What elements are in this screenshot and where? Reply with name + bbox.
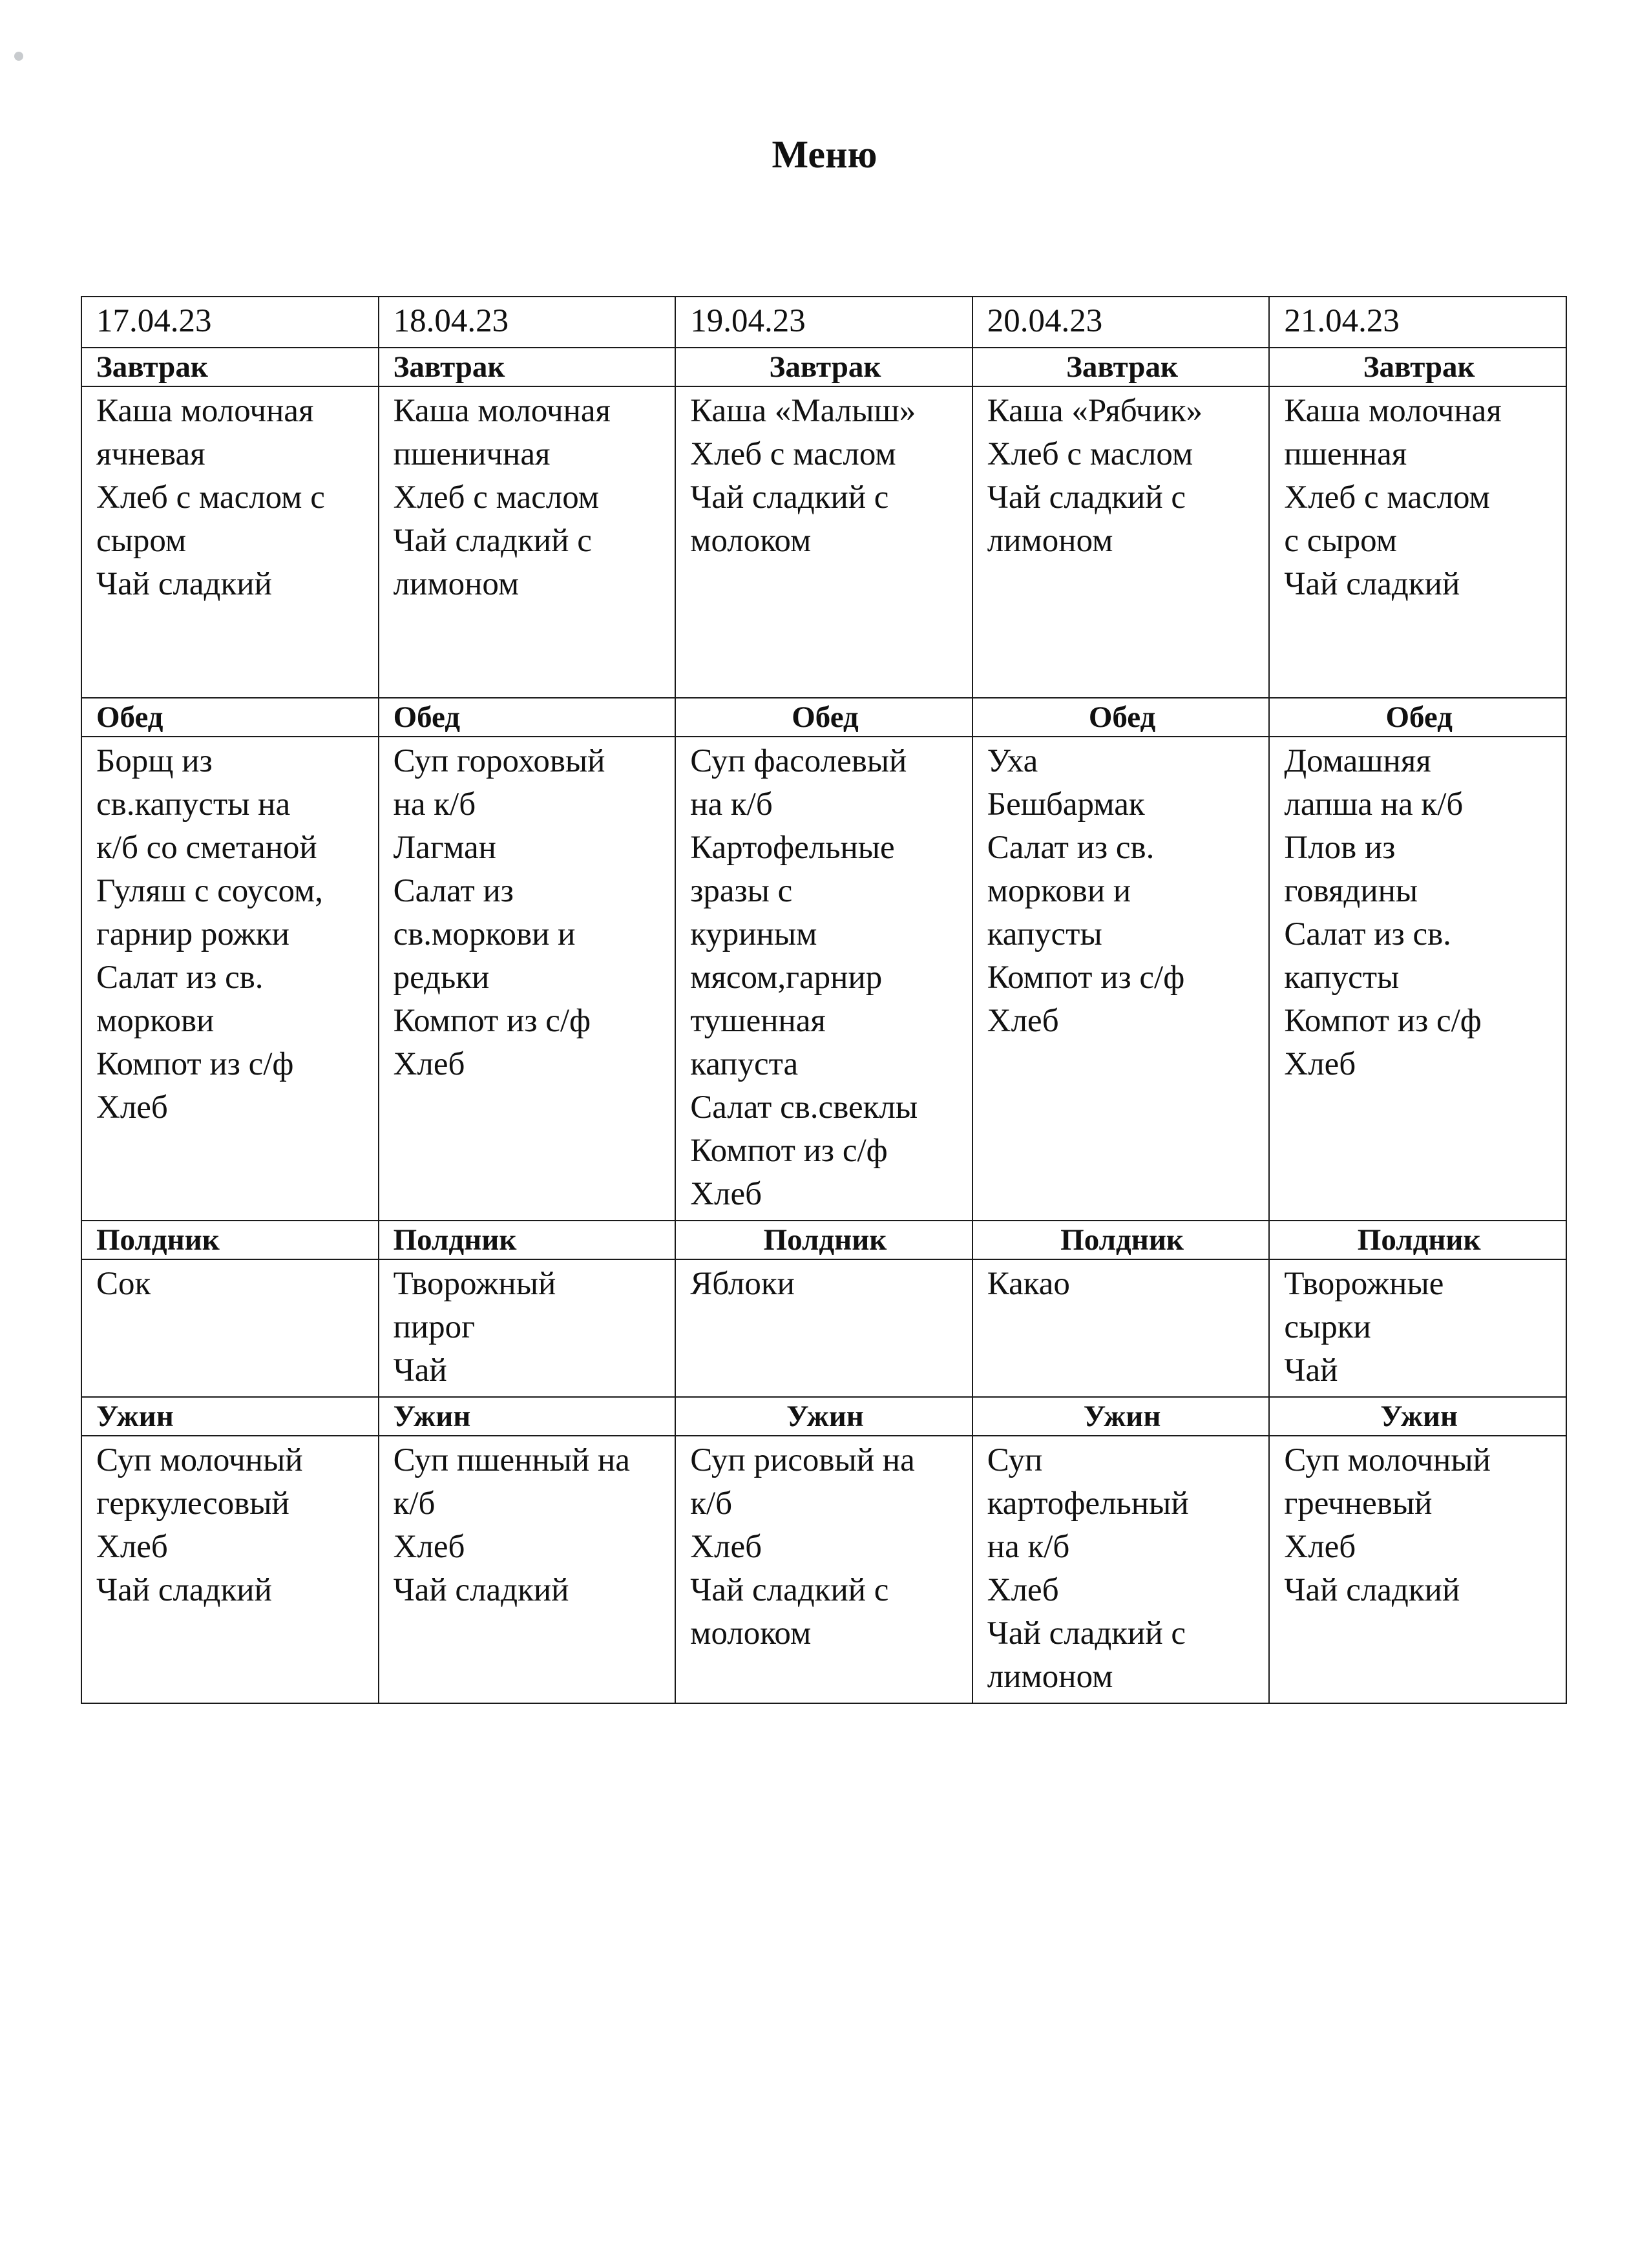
meal-header-row bbox=[81, 698, 1566, 737]
dish-line: св.моркови и bbox=[393, 916, 576, 952]
meal-name-cell: Завтрак bbox=[972, 348, 1270, 386]
dish-line: Суп гороховый bbox=[393, 743, 605, 779]
meal-header-row bbox=[81, 1221, 1566, 1259]
meal-name-cell: Ужин bbox=[81, 1397, 379, 1436]
meal-name-cell: Полдник bbox=[81, 1221, 379, 1259]
dishes-cell bbox=[675, 1436, 972, 1703]
dish-line: на к/б bbox=[690, 786, 773, 823]
dish-line: Чай bbox=[1284, 1352, 1338, 1389]
dish-line: Чай сладкий с bbox=[987, 1615, 1186, 1652]
dish-line: Компот из с/ф bbox=[987, 960, 1185, 996]
dish-line: пирог bbox=[393, 1309, 476, 1345]
meal-name-cell: Полдник bbox=[972, 1221, 1270, 1259]
meal-dishes-row bbox=[81, 1436, 1566, 1703]
dish-line: на к/б bbox=[987, 1529, 1070, 1565]
dish-line: Компот из с/ф bbox=[393, 1003, 591, 1039]
dish-line: Хлеб bbox=[1284, 1046, 1356, 1082]
meal-name-cell: Ужин bbox=[972, 1397, 1270, 1436]
dish-line: Уха bbox=[987, 743, 1038, 779]
dish-line: гарнир рожки bbox=[96, 916, 289, 952]
dish-line: ячневая bbox=[96, 436, 205, 472]
page-title: Меню bbox=[772, 133, 877, 176]
dish-line: лимоном bbox=[987, 523, 1113, 559]
dish-line: Каша «Рябчик» bbox=[987, 393, 1203, 429]
dish-line: Чай сладкий bbox=[1284, 566, 1460, 602]
dish-line: к/б bbox=[690, 1486, 733, 1522]
dish-line: Хлеб bbox=[987, 1003, 1059, 1039]
dish-line: Чай сладкий bbox=[1284, 1572, 1460, 1608]
dish-line: Салат из св. bbox=[1284, 916, 1451, 952]
dish-line: св.капусты на bbox=[96, 786, 291, 823]
menu-table-body bbox=[81, 297, 1566, 1703]
dish-line: Каша молочная bbox=[1284, 393, 1502, 429]
dish-line: Чай сладкий bbox=[96, 1572, 272, 1608]
dishes-cell bbox=[81, 386, 379, 698]
meal-name-cell: Завтрак bbox=[1269, 348, 1566, 386]
dish-line: к/б со сметаной bbox=[96, 830, 317, 866]
date-row bbox=[81, 297, 1566, 348]
dish-line: Чай сладкий с bbox=[690, 479, 889, 516]
dish-line: Хлеб с маслом bbox=[690, 436, 896, 472]
dish-line: Суп молочный bbox=[96, 1442, 303, 1478]
dish-line: Хлеб bbox=[1284, 1529, 1356, 1565]
dish-line: Какао bbox=[987, 1266, 1070, 1302]
dish-line: Чай сладкий с bbox=[987, 479, 1186, 516]
dish-line: Суп рисовый на bbox=[690, 1442, 915, 1478]
meal-name-cell: Полдник bbox=[675, 1221, 972, 1259]
dish-line: Салат из св. bbox=[96, 960, 264, 996]
dish-line: Суп молочный bbox=[1284, 1442, 1491, 1478]
dishes-cell bbox=[675, 1259, 972, 1397]
dish-line: лимоном bbox=[987, 1659, 1113, 1695]
dish-line: моркови bbox=[96, 1003, 215, 1039]
dish-line: Чай bbox=[393, 1352, 447, 1389]
dish-line: Хлеб с маслом bbox=[1284, 479, 1490, 516]
dish-line: с сыром bbox=[1284, 523, 1397, 559]
dish-line: Творожные bbox=[1284, 1266, 1444, 1302]
date-cell: 18.04.23 bbox=[379, 297, 676, 348]
dish-line: Хлеб bbox=[690, 1529, 762, 1565]
dish-line: Плов из bbox=[1284, 830, 1396, 866]
meal-name-cell: Полдник bbox=[1269, 1221, 1566, 1259]
dish-line: Хлеб с маслом bbox=[393, 479, 600, 516]
meal-dishes-row bbox=[81, 1259, 1566, 1397]
dishes-cell bbox=[972, 737, 1270, 1221]
dishes-cell bbox=[972, 1436, 1270, 1703]
dish-line: молоком bbox=[690, 523, 812, 559]
dish-line: Суп bbox=[987, 1442, 1043, 1478]
dishes-cell bbox=[1269, 737, 1566, 1221]
dish-line: на к/б bbox=[393, 786, 476, 823]
dish-line: Хлеб bbox=[393, 1046, 465, 1082]
date-cell: 17.04.23 bbox=[81, 297, 379, 348]
dish-line: сырки bbox=[1284, 1309, 1371, 1345]
dish-line: тушенная bbox=[690, 1003, 826, 1039]
dish-line: говядины bbox=[1284, 873, 1418, 909]
dish-line: Суп фасолевый bbox=[690, 743, 907, 779]
dish-line: Чай сладкий bbox=[393, 1572, 569, 1608]
dish-line: Хлеб bbox=[96, 1089, 168, 1126]
date-cell: 19.04.23 bbox=[675, 297, 972, 348]
dishes-cell bbox=[379, 1436, 676, 1703]
dishes-cell bbox=[972, 386, 1270, 698]
dish-line: Хлеб bbox=[690, 1176, 762, 1212]
dish-line: Творожный bbox=[393, 1266, 556, 1302]
dish-line: капусты bbox=[987, 916, 1102, 952]
dish-line: капусты bbox=[1284, 960, 1400, 996]
meal-name-cell: Обед bbox=[81, 698, 379, 737]
dish-line: Компот из с/ф bbox=[1284, 1003, 1482, 1039]
dish-line: лапша на к/б bbox=[1284, 786, 1464, 823]
dish-line: Яблоки bbox=[690, 1266, 795, 1302]
dishes-cell bbox=[1269, 1436, 1566, 1703]
dish-line: Хлеб bbox=[96, 1529, 168, 1565]
dish-line: Гуляш с соусом, bbox=[96, 873, 323, 909]
dish-line: Хлеб с маслом с bbox=[96, 479, 325, 516]
dish-line: молоком bbox=[690, 1615, 812, 1652]
dish-line: Хлеб с маслом bbox=[987, 436, 1193, 472]
dishes-cell bbox=[81, 737, 379, 1221]
dishes-cell bbox=[1269, 1259, 1566, 1397]
dish-line: Салат из bbox=[393, 873, 514, 909]
dish-line: моркови и bbox=[987, 873, 1131, 909]
meal-dishes-row bbox=[81, 737, 1566, 1221]
dish-line: Салат из св. bbox=[987, 830, 1155, 866]
meal-name-cell: Обед bbox=[675, 698, 972, 737]
dish-line: пшеничная bbox=[393, 436, 551, 472]
dishes-cell bbox=[379, 1259, 676, 1397]
dish-line: зразы с bbox=[690, 873, 793, 909]
meal-name-cell: Ужин bbox=[675, 1397, 972, 1436]
dish-line: Компот из с/ф bbox=[96, 1046, 294, 1082]
meal-header-row bbox=[81, 1397, 1566, 1436]
dish-line: Чай сладкий с bbox=[393, 523, 592, 559]
dish-line: капуста bbox=[690, 1046, 799, 1082]
dish-line: картофельный bbox=[987, 1486, 1189, 1522]
dish-line: куриным bbox=[690, 916, 817, 952]
dish-line: Компот из с/ф bbox=[690, 1133, 888, 1169]
dishes-cell bbox=[81, 1259, 379, 1397]
meal-name-cell: Завтрак bbox=[81, 348, 379, 386]
meal-name-cell: Завтрак bbox=[675, 348, 972, 386]
dish-line: лимоном bbox=[393, 566, 520, 602]
meal-name-cell: Обед bbox=[972, 698, 1270, 737]
date-cell: 20.04.23 bbox=[972, 297, 1270, 348]
dish-line: Чай сладкий с bbox=[690, 1572, 889, 1608]
meal-header-row bbox=[81, 348, 1566, 386]
meal-name-cell: Ужин bbox=[1269, 1397, 1566, 1436]
dishes-cell bbox=[1269, 386, 1566, 698]
meal-name-cell: Обед bbox=[379, 698, 676, 737]
dish-line: Бешбармак bbox=[987, 786, 1145, 823]
dish-line: Хлеб bbox=[393, 1529, 465, 1565]
dish-line: гречневый bbox=[1284, 1486, 1433, 1522]
dish-line: Чай сладкий bbox=[96, 566, 272, 602]
dish-line: пшенная bbox=[1284, 436, 1407, 472]
meal-dishes-row bbox=[81, 386, 1566, 698]
dishes-cell bbox=[972, 1259, 1270, 1397]
menu-table bbox=[81, 296, 1567, 1704]
meal-name-cell: Ужин bbox=[379, 1397, 676, 1436]
dishes-cell bbox=[675, 386, 972, 698]
dish-line: к/б bbox=[393, 1486, 436, 1522]
dish-line: Каша молочная bbox=[96, 393, 314, 429]
dish-line: редьки bbox=[393, 960, 490, 996]
dish-line: Каша «Малыш» bbox=[690, 393, 916, 429]
dish-line: сыром bbox=[96, 523, 187, 559]
dishes-cell bbox=[81, 1436, 379, 1703]
dish-line: Хлеб bbox=[987, 1572, 1059, 1608]
dishes-cell bbox=[675, 737, 972, 1221]
meal-name-cell: Полдник bbox=[379, 1221, 676, 1259]
meal-name-cell: Завтрак bbox=[379, 348, 676, 386]
date-cell: 21.04.23 bbox=[1269, 297, 1566, 348]
dish-line: Суп пшенный на bbox=[393, 1442, 630, 1478]
dish-line: Картофельные bbox=[690, 830, 895, 866]
dish-line: Салат св.свеклы bbox=[690, 1089, 918, 1126]
dishes-cell bbox=[379, 737, 676, 1221]
dish-line: Каша молочная bbox=[393, 393, 611, 429]
dish-line: мясом,гарнир bbox=[690, 960, 883, 996]
dish-line: Борщ из bbox=[96, 743, 213, 779]
dishes-cell bbox=[379, 386, 676, 698]
scan-speck bbox=[14, 52, 23, 61]
dish-line: геркулесовый bbox=[96, 1486, 289, 1522]
dish-line: Сок bbox=[96, 1266, 151, 1302]
dish-line: Лагман bbox=[393, 830, 496, 866]
dish-line: Домашняя bbox=[1284, 743, 1431, 779]
meal-name-cell: Обед bbox=[1269, 698, 1566, 737]
